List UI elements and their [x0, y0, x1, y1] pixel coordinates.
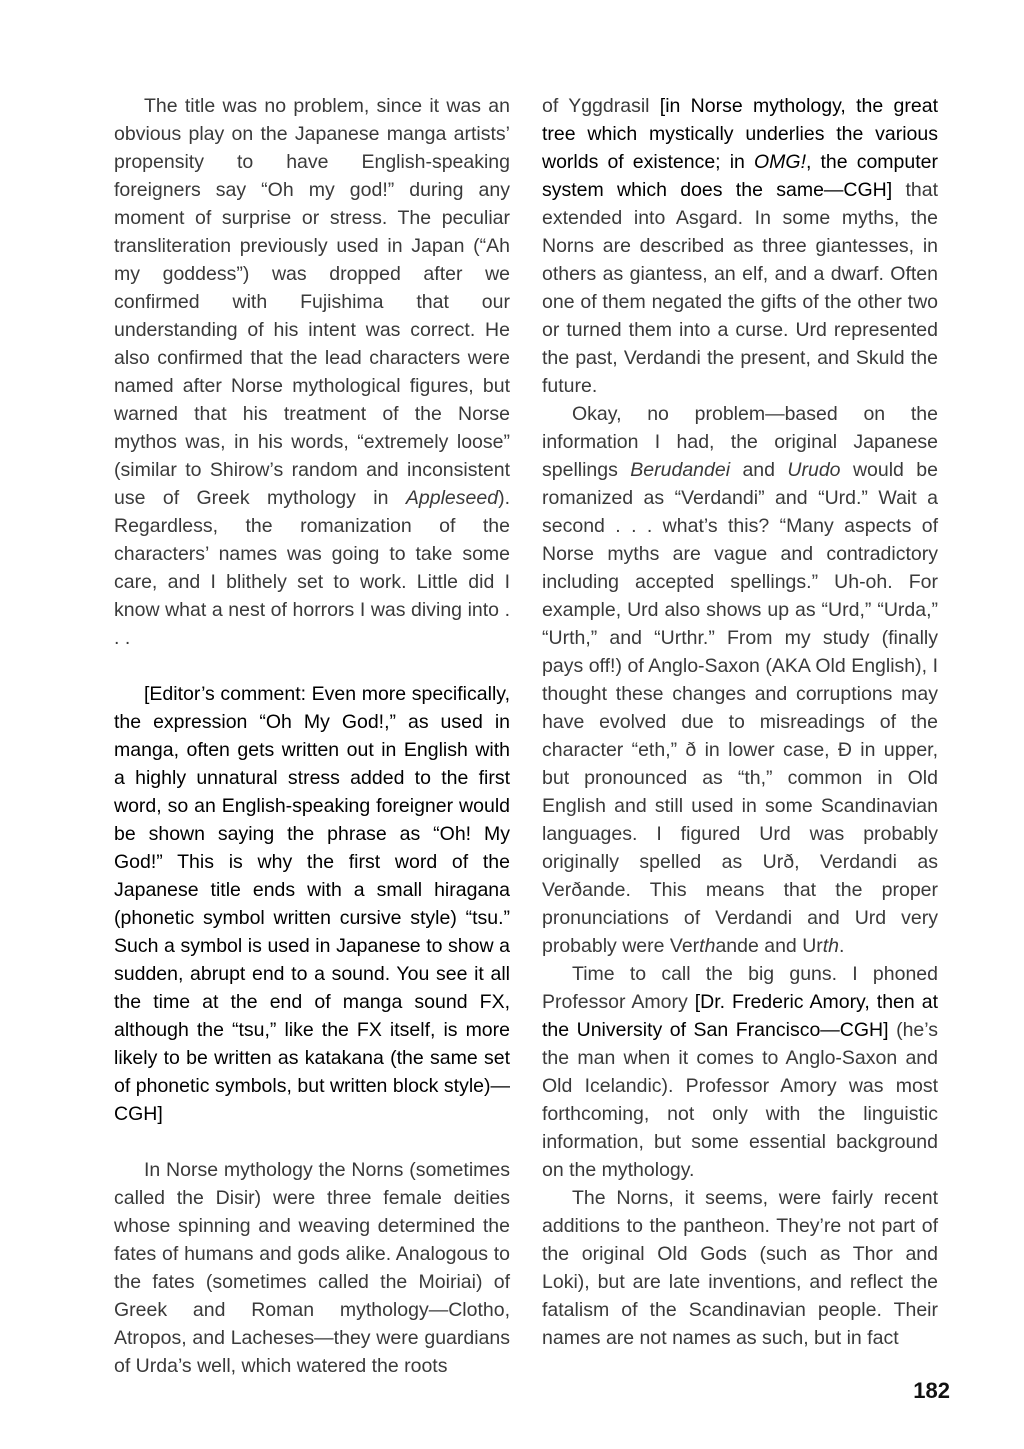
italic-urudo: Urudo	[787, 459, 841, 481]
italic-title-appleseed: Appleseed	[405, 487, 499, 509]
right-column	[542, 92, 938, 1352]
paragraph-text: Time to call the big guns. I phoned Professor Amory	[542, 963, 938, 1013]
italic-title-omg: OMG!	[753, 151, 806, 173]
paragraph-norns-recent: The Norns, it seems, were fairly recent additions to the pantheon. They’re not part of the original Old Gods (such as Thor and Loki), but are late inventions, and reflect the fatalism of the Scandinavian people. Their names are not names as such, but in fact	[542, 1187, 938, 1349]
paragraph-text: ). Regardless, the romanization of the characters’ names was going to take some care, and I blithely set to work. Little did I know what a nest of horrors I was diving into . . .	[114, 487, 510, 649]
paragraph-text: would be romanized as “Verdandi” and “Urd.” Wait a second . . . what’s this? “Many aspects of Norse myths are vague and contradictory including accepted spellings.” Uh-oh. For example, Urd also shows up as “Urd,” “Urda,” “Urth,” and “Urthr.” From my study (finally pays off!) of Anglo-Saxon (AKA Old English), I thought these changes and corruptions may have evolved due to misreadings of the character “eth,” ð in lower case, Ð in upper, but pronounced as “th,” common in Old English and still used in some Scandinavian languages. I figured Urd was probably originally spelled as Urð, Verdandi as Verðande. This means that the proper pronunciations of Verdandi and Urd very probably were Ver	[542, 459, 938, 957]
left-column	[114, 92, 510, 1380]
paragraph-text: (he’s the man when it comes to Anglo-Saxon and Old Icelandic). Professor Amory was most forthcoming, not only with the linguistic information, but some essential background on the mythology.	[542, 1019, 938, 1181]
editor-note-amory: [Dr. Frederic Amory, then at the University of San Francisco—CGH]	[542, 991, 938, 1041]
editor-note-yggdrasil: [in Norse mythology, the great tree which mystically underlies the various worlds of existence; in	[542, 95, 938, 173]
paragraph-title-explanation	[114, 92, 510, 652]
paragraph-text: Okay, no problem—based on the information I had, the original Japanese spellings	[542, 403, 938, 481]
paragraph-yggdrasil	[542, 92, 938, 400]
paragraph-text: that extended into Asgard. In some myths, the Norns are described as three giantesses, in others as giantess, an elf, and a dwarf. Often one of them negated the gifts of the other two or turned them into a curse. Urd represented the past, Verdandi the present, and Skuld the future.	[542, 179, 939, 397]
editor-note-yggdrasil-end: , the computer system which does the same—CGH]	[542, 151, 938, 201]
italic-th: th	[699, 935, 716, 957]
italic-berudandei: Berudandei	[630, 459, 731, 481]
paragraph-romanization	[542, 400, 938, 960]
paragraph-professor-amory	[542, 960, 938, 1184]
paragraph-norns-intro: In Norse mythology the Norns (sometimes called the Disir) were three female deities whose spinning and weaving determined the fates of humans and gods alike. Analogous to the fates (sometimes called the Moiriai) of Greek and Roman mythology—Clotho, Atropos, and Lacheses—they were guardians of Urda’s well, which watered the roots	[114, 1159, 510, 1377]
paragraph-text: .	[839, 935, 845, 957]
page-number: 182	[913, 1378, 950, 1403]
editor-comment: [Editor’s comment: Even more specifically, the expression “Oh My God!,” as used in manga, often gets written out in English with a highly unnatural stress added to the first word, so an English-speaking foreigner would be shown saying the phrase as “Oh! My God!” This is why the first word of the Japanese title ends with a small hiragana (phonetic symbol written cursive style) “tsu.” Such a symbol is used in Japanese to show a sudden, abrupt end to a sound. You see it all the time at the end of manga sound FX, although the “tsu,” like the FX itself, is more likely to be written as katakana (the same set of phonetic symbols, but written block style)—CGH]	[114, 683, 510, 1125]
paragraph-text: and	[730, 459, 788, 481]
italic-th: th	[822, 935, 840, 957]
paragraph-text: The title was no problem, since it was an obvious play on the Japanese manga artists’ propensity to have English-speaking foreigners say “Oh my god!” during any moment of surprise or stress. The peculiar transliteration previously used in Japan (“Ah my goddess”) was dropped after we confirmed with Fujishima that our understanding of his intent was correct. He also confirmed that the lead characters were named after Norse mythological figures, but warned that his treatment of the Norse mythos was, in his words, “extremely loose” (similar to Shirow’s random and inconsistent use of Greek mythology in	[114, 95, 510, 509]
paragraph-text: ande and Ur	[715, 935, 823, 957]
paragraph-text: of Yggdrasil	[542, 95, 660, 117]
